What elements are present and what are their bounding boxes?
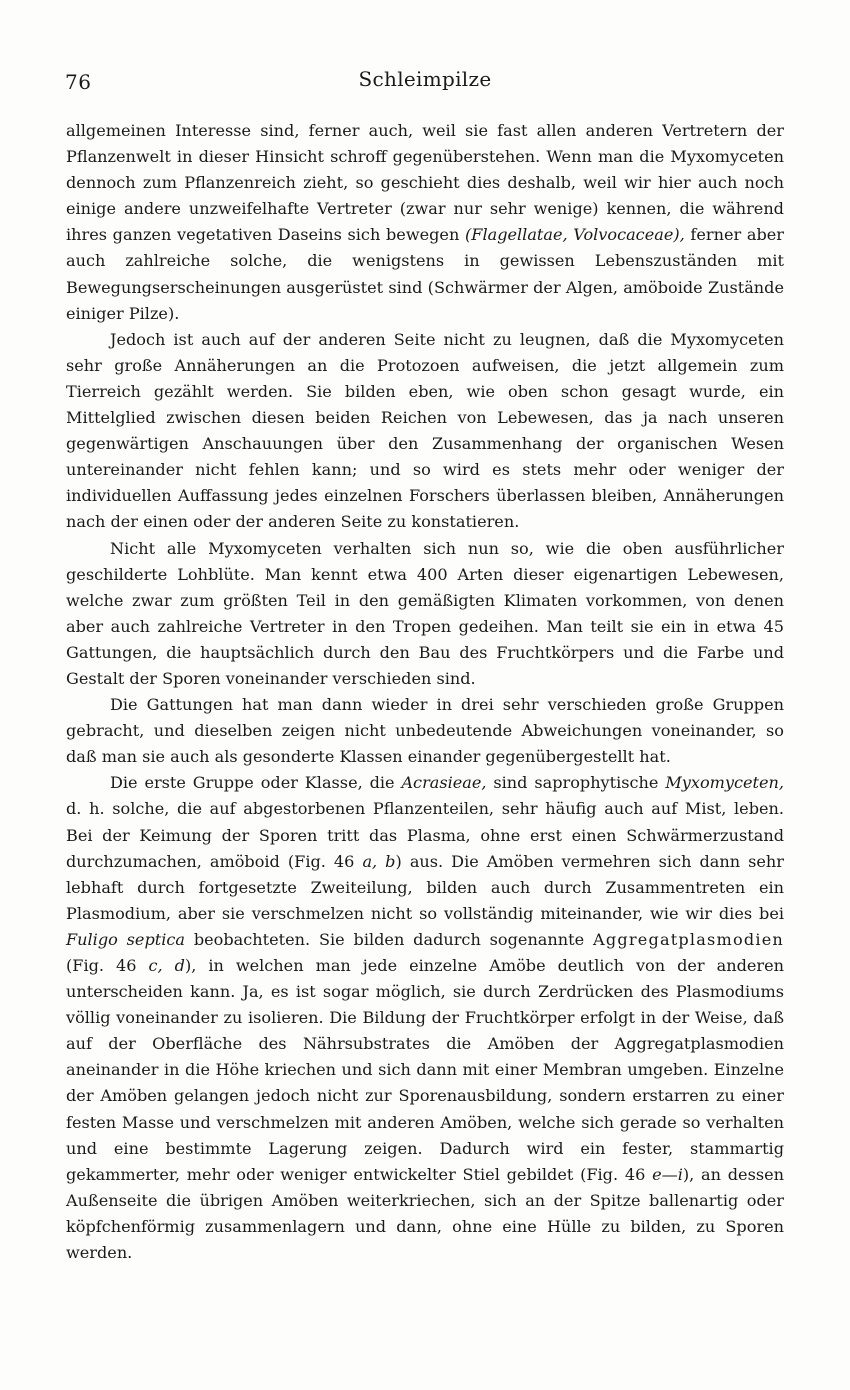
page-header (65, 62, 785, 94)
text-run: ferner aber auch zahlreiche solche, die wenigstens in gewissen Lebenszuständen mit Bewegungserscheinungen ausgerüstet sind (Schwärmer der Algen, amöboide Zustände einiger Pilze). (66, 225, 784, 323)
paragraph (66, 327, 784, 536)
paragraph (66, 536, 784, 693)
italic-term: Myxomyceten, (665, 773, 785, 793)
text-run: Die Gattungen hat man dann wieder in drei sehr verschieden große Gruppen gebracht, und dieselben zeigen nicht unbedeutende Abweichungen voneinander, so daß man sie auch als gesonderte Klassen einander gegenübergestellt hat. (66, 695, 784, 767)
text-run: sind saprophytische (486, 773, 666, 793)
text-run: allgemeinen Interesse sind, ferner auch, weil sie fast allen anderen Vertretern der Pflanzenwelt in dieser Hinsicht schroff gegenüberstehen. Wenn man die Myxomyceten dennoch zum Pflanzenreich zieht, so geschieht dies deshalb, weil wir hier auch noch einige andere unzweifelhafte Vertreter (zwar nur sehr wenige) kennen, die während ihres ganzen vegetativen Daseins sich bewegen (66, 121, 784, 245)
italic-term: Acrasieae, (401, 773, 487, 793)
body-text (66, 118, 784, 1266)
text-run: (Fig. 46 (66, 956, 149, 975)
paragraph (66, 770, 784, 1266)
paragraph (66, 118, 784, 327)
text-run: beobachteten. Sie bilden dadurch sogenannte (185, 929, 593, 949)
text-run: ), in welchen man jede einzelne Amöbe deutlich von der anderen unterscheiden kann. Ja, es ist sogar möglich, sie durch Zerdrücken des Plasmodiums völlig voneinander zu isolieren. Die Bildung der Fruchtkörper erfolgt in der Weise, daß auf der Oberfläche des Nährsubstrates die Amöben der Aggregatplasmodien aneinander in die Höhe kriechen und sich dann mit einer Membran umgeben. Einzelne der Amöben gelangen jedoch nicht zur Sporenausbildung, sondern erstarren zu einer festen Masse und verschmelzen mit anderen Amöben, welche sich gerade so verhalten und eine bestimmte Lagerung zeigen. Dadurch wird ein fester, stammartig gekammerter, mehr oder weniger entwickelter Stiel gebildet (Fig. 46 (66, 956, 784, 1184)
text-run: ), an dessen Außenseite die übrigen Amöben weiterkriechen, sich an der Spitze ballenartig oder köpfchenförmig zusammenlagern und dann, ohne eine Hülle zu bilden, zu Sporen werden. (66, 1164, 784, 1263)
paragraph (66, 692, 784, 770)
italic-term: c, d (148, 956, 185, 975)
running-title: Schleimpilze (358, 67, 492, 91)
italic-term: a, b (362, 851, 396, 871)
text-run: Jedoch ist auch auf der anderen Seite nicht zu leugnen, daß die Myxomyceten sehr große Annäherungen an die Protozoen aufweisen, die jetzt allgemein zum Tierreich gezählt werden. Sie bilden eben, wie oben schon gesagt wurde, ein Mittelglied zwischen diesen beiden Reichen von Lebewesen, das ja nach unseren gegenwärtigen Anschauungen über den Zusammenhang der organischen Wesen untereinander nicht fehlen kann; und so wird es stets mehr oder weniger der individuellen Auffassung jedes einzelnen Forschers überlassen bleiben, Annäherungen nach der einen oder der anderen Seite zu konstatieren. (66, 329, 784, 532)
text-run: d. h. solche, die auf abgestorbenen Pflanzenteilen, sehr häufig auch auf Mist, leben. Bei der Keimung der Sporen tritt das Plasma, ohne erst einen Schwärmerzustand durchzumachen, amöboid (Fig. 46 (66, 799, 784, 871)
italic-term: Fuligo septica (66, 929, 185, 949)
text-run: ) aus. Die Amöben vermehren sich dann sehr lebhaft durch fortgesetzte Zweiteilung, bilden auch durch Zusammentreten ein Plasmodium, aber sie verschmelzen nicht so vollständig miteinander, wie wir dies bei (66, 851, 784, 923)
italic-term: (Flagellatae, Volvocaceae), (465, 225, 685, 245)
spaced-term: Aggregatplasmodien (593, 929, 785, 949)
page-number: 76 (65, 70, 92, 94)
text-run: Die erste Gruppe oder Klasse, die (110, 773, 402, 793)
italic-term: e—i (652, 1164, 683, 1184)
text-run: Nicht alle Myxomyceten verhalten sich nun so, wie die oben ausführlicher geschilderte Lohblüte. Man kennt etwa 400 Arten dieser eigenartigen Lebewesen, welche zwar zum größten Teil in den gemäßigten Klimaten vorkommen, von denen aber auch zahlreiche Vertreter in den Tropen gedeihen. Man teilt sie ein in etwa 45 Gattungen, die hauptsächlich durch den Bau des Fruchtkörpers und die Farbe und Gestalt der Sporen voneinander verschieden sind. (66, 538, 784, 688)
